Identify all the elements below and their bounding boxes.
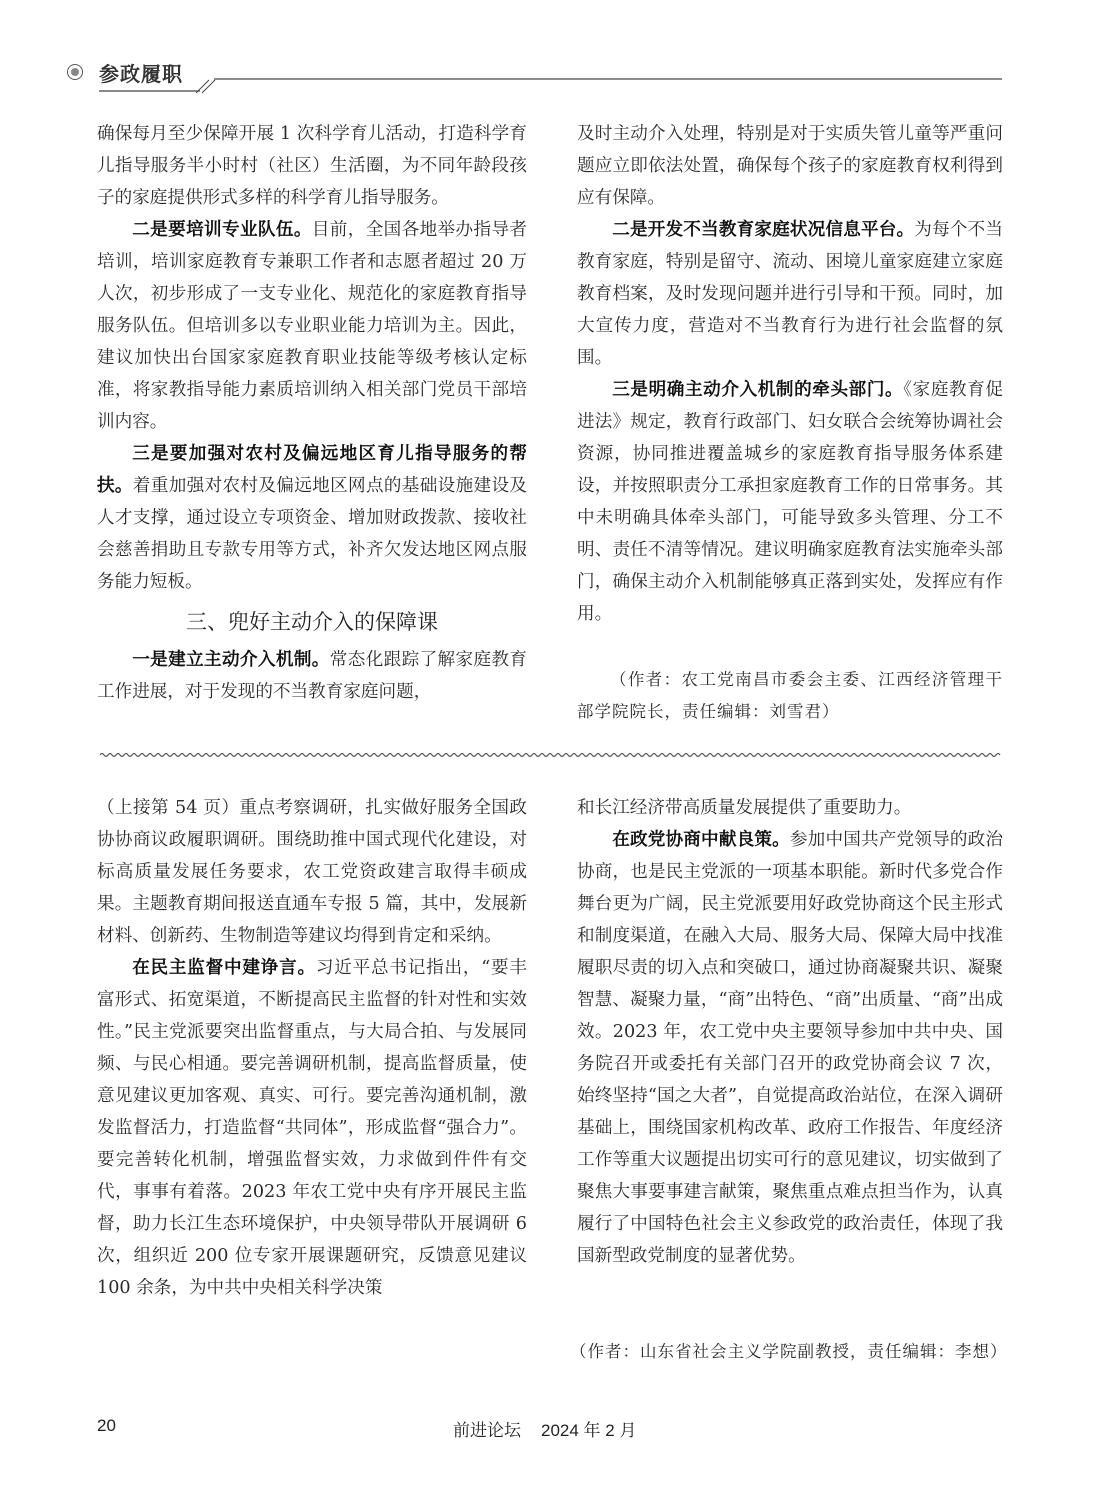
paragraph-text: 参加中国共产党领导的政治协商，也是民主党派的一项基本职能。新时代多党合作舞台更为广阔，民主党派要用好政党协商这个民主形式和制度渠道，在融入大局、服务大局、保障大局中找准履职尽责的切入点和突破口，通过协商凝聚共识、凝聚智慧、凝聚力量，“商”出特色、“商”出质量、“商”出成效。2023 年，农工党中央主要领导参加中共中央、国务院召开或委托有关部门召开的政党协商会议 7 次，始终坚持“国之大者”，自觉提高政治站位，在深入调研基础上，围绕国家机构改革、政府工作报告、年度经济工作等重大议题提出切实可行的意见建议，切实做到了聚焦大事要事建言献策，聚焦重点难点担当作为，认真履行了中国特色社会主义参政党的政治责任，体现了我国新型政党制度的显著优势。: [577, 830, 1003, 1266]
paragraph: （上接第 54 页）重点考察调研，扎实做好服务全国政协协商议政履职调研。围绕助推中国式现代化建设，对标高质量发展任务要求，农工党资政建言取得丰硕成果。主题教育期间报送直通车专报 5 篇，其中，发展新材料、创新药、生物制造等建议均得到肯定和采纳。: [97, 798, 527, 946]
header-rule: [0, 0, 1102, 110]
paragraph-lead: 三是要加强对农村及偏远地区育儿指导服务的帮扶。: [97, 444, 527, 496]
byline-text: （作者：农工党南昌市委会主委、江西经济管理干部学院院长，责任编辑：刘雪君）: [577, 670, 1003, 721]
paragraph-lead: 在民主监督中建诤言。: [132, 958, 316, 978]
paragraph-text: 着重加强对农村及偏远地区网点的基础设施建设及人才支撑，通过设立专项资金、增加财政拨款、接收社会慈善捐助且专款专用等方式，补齐欠发达地区网点服务能力短板。: [97, 476, 527, 592]
paragraph: [97, 214, 527, 438]
article2-byline: [570, 1336, 1006, 1368]
byline-text: （作者：山东省社会主义学院副教授，责任编辑：李想）: [570, 1342, 1008, 1361]
paragraph: 和长江经济带高质量发展提供了重要助力。: [577, 798, 912, 818]
paragraph: 确保每月至少保障开展 1 次科学育儿活动，打造科学育儿指导服务半小时村（社区）生活圈，为不同年龄段孩子的家庭提供形式多样的科学育儿指导服务。: [97, 124, 527, 208]
paragraph: [577, 374, 1003, 630]
section-title: 参政履职: [99, 62, 183, 86]
footer-publication: [453, 1416, 656, 1441]
paragraph-text: 为每个不当教育家庭，特别是留守、流动、困境儿童家庭建立家庭教育档案，及时发现问题并进行引导和干预。同时，加大宣传力度，营造对不当教育行为进行社会监督的氛围。: [577, 220, 1003, 368]
paragraph-text: 习近平总书记指出，“要丰富形式、拓宽渠道，不断提高民主监督的针对性和实效性。”民主党派要突出监督重点，与大局合拍、与发展同频、与民心相通。要完善调研机制，提高监督质量，使意见建议更加客观、真实、可行。要完善沟通机制，激发监督活力，打造监督“共同体”，形成监督“强合力”。要完善转化机制，增强监督实效，力求做到件件有交代，事事有着落。2023 年农工党中央有序开展民主监督，助力长江生态环境保护，中央领导带队开展调研 6 次，组织近 200 位专家开展课题研究，反馈意见建议 100 余条，为中共中央相关科学决策: [97, 958, 527, 1298]
paragraph-text: 常态化跟踪了解家庭教育工作进展，对于发现的不当教育家庭问题，: [97, 650, 527, 702]
section-divider-wave: [100, 750, 1002, 760]
issue-date: 2024 年 2 月: [541, 1421, 637, 1440]
paragraph-text: 目前，全国各地举办指导者培训，培训家庭教育专兼职工作者和志愿者超过 20 万人次，初步形成了一支专业化、规范化的家庭教育指导服务队伍。但培训多以专业职业能力培训为主。因此，建议加快出台国家家庭教育职业技能等级考核认定标准，将家教指导能力素质培训纳入相关部门党员干部培训内容。: [97, 220, 527, 432]
paragraph-text: 《家庭教育促进法》规定，教育行政部门、妇女联合会统筹协调社会资源，协同推进覆盖城乡的家庭教育指导服务体系建设，并按照职责分工承担家庭教育工作的日常事务。其中未明确具体牵头部门，可能导致多头管理、分工不明、责任不清等情况。建议明确家庭教育法实施牵头部门，确保主动介入机制能够真正落到实处，发挥应有作用。: [577, 380, 1003, 624]
paragraph-lead: 一是建立主动介入机制。: [132, 650, 330, 670]
paragraph-lead: 二是开发不当教育家庭状况信息平台。: [612, 220, 915, 240]
page-header: [0, 0, 1102, 110]
paragraph-lead: 在政党协商中献良策。: [612, 830, 790, 850]
paragraph: [97, 952, 527, 1304]
article2-left-column: [97, 792, 527, 1304]
article1-right-column: [577, 118, 1003, 630]
paragraph-lead: 三是明确主动介入机制的牵头部门。: [612, 380, 904, 400]
paragraph: [577, 214, 1003, 374]
paragraph: [97, 644, 527, 708]
page-number: 20: [97, 1416, 116, 1435]
article2-right-column: [577, 792, 1003, 1272]
section-heading: 三、兜好主动介入的保障课: [186, 610, 438, 634]
article1-left-column: [97, 118, 527, 708]
article1-byline: [577, 664, 1003, 728]
paragraph: [577, 824, 1003, 1272]
paragraph: 及时主动介入处理，特别是对于实质失管儿童等严重问题应立即依法处置，确保每个孩子的家庭教育权利得到应有保障。: [577, 124, 1003, 208]
paragraph-lead: 二是要培训专业队伍。: [132, 220, 312, 240]
publication-name: 前进论坛: [453, 1421, 521, 1440]
paragraph: [97, 438, 527, 598]
